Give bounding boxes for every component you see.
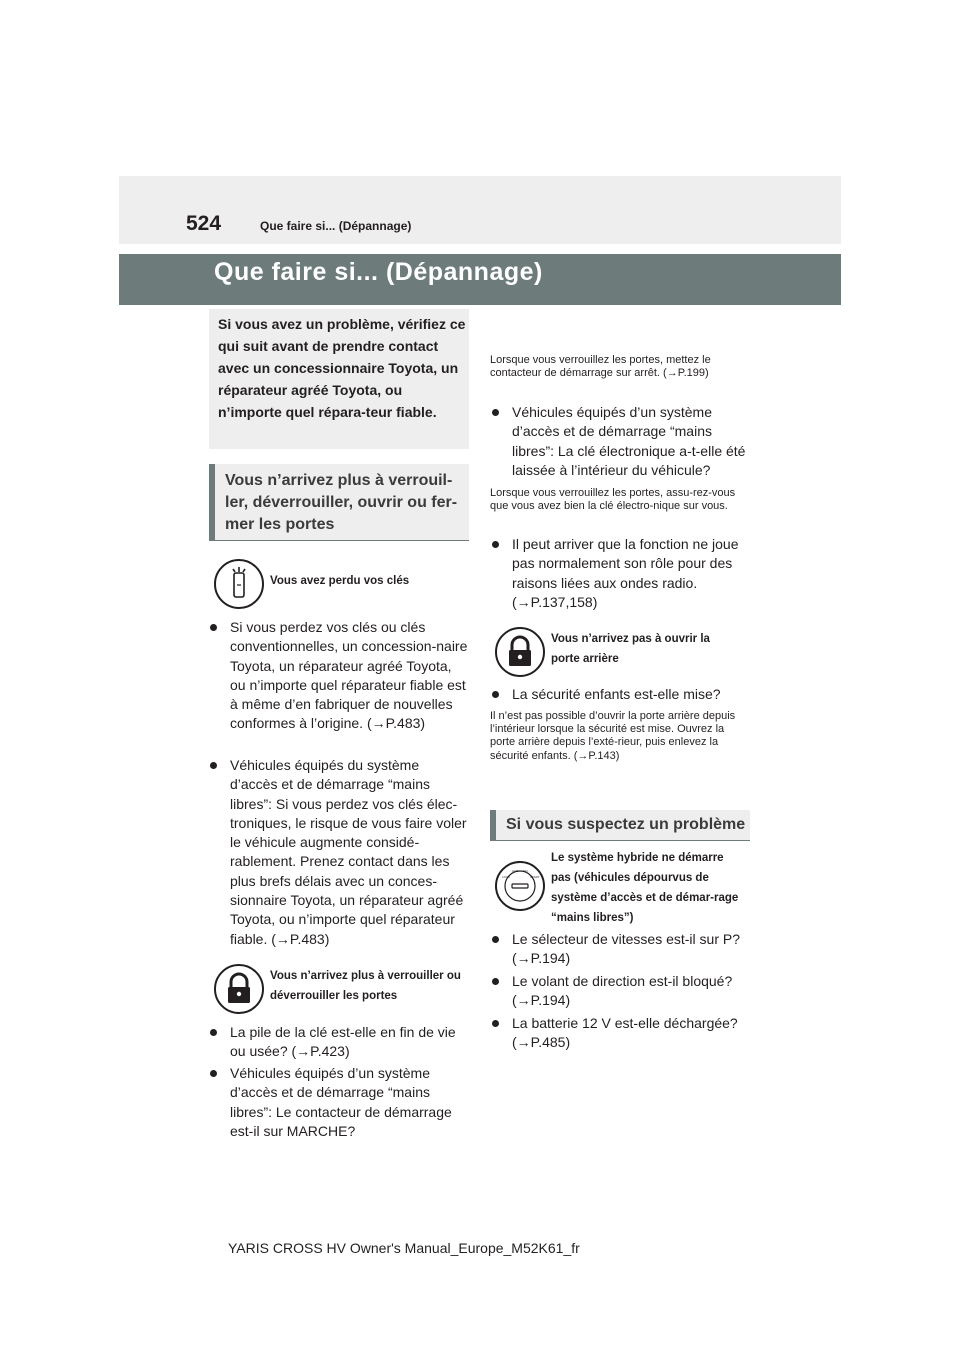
header-band — [119, 176, 841, 244]
page-title: Que faire si... (Dépannage) — [214, 258, 543, 286]
bullet-cannot-lock-2: Véhicules équipés d’un système d’accès et de démarrage “mains libres”: Le contacteur de démarrage est-il sur MARCHE? — [208, 1064, 470, 1141]
bullet-cannot-lock-3: Véhicules équipés d’un système d’accès et de démarrage “mains libres”: La clé électronique a-t-elle été laissée à l’intérieur du véhicule? — [490, 403, 752, 480]
footer: YARIS CROSS HV Owner's Manual_Europe_M52K61_fr — [228, 1240, 580, 1256]
bullet-cannot-lock-1: La pile de la clé est-elle en fin de vie ou usée? (→P.423) — [208, 1023, 470, 1062]
running-head: Que faire si... (Dépannage) — [260, 219, 412, 233]
section-lock-title: Vous n’arrivez plus à verrouil-ler, déverrouiller, ouvrir ou fer-mer les portes — [225, 472, 458, 533]
lock-icon-rear-door — [495, 627, 545, 677]
switch-label-start: START — [530, 875, 540, 879]
switch-label-on: ON — [523, 869, 528, 873]
section-problem-title: Si vous suspectez un problème — [506, 816, 746, 833]
bullet-rear-door-1: La sécurité enfants est-elle mise? — [490, 685, 752, 704]
bullet-key-lost-1: Si vous perdez vos clés ou clés conventionnelles, un concession-naire Toyota, un réparateur agréé Toyota, ou n’importe quel réparateur fiable est à même d’en fabriquer de nouvelles conformes à l’origine. (→P.483) — [208, 618, 470, 734]
note-rear-door-1: Il n’est pas possible d’ouvrir la porte arrière depuis l’intérieur lorsque la sécurité est mise. Ouvrez la porte arrière depuis l’exté-rieur, puis enlevez la sécurité enfants. (→P.143) — [490, 710, 736, 762]
bullet-hybrid-3: La batterie 12 V est-elle déchargée? (→P.485) — [490, 1014, 752, 1053]
note-cannot-lock-1: Lorsque vous verrouillez les portes, mettez le contacteur de démarrage sur arrêt. (→P.199) — [490, 354, 711, 380]
bullet-key-lost-2: Véhicules équipés du système d’accès et de démarrage “mains libres”: Si vous perdez vos clés élec-troniques, le risque de vous faire voler le véhicule augmente considé-rablement. Prenez contact dans les plus brefs délais avec un conces-sionnaire Toyota, un réparateur agréé Toyota, ou n’importe quel réparateur fiable. (→P.483) — [208, 756, 470, 949]
bullet-hybrid-2: Le volant de direction est-il bloqué? (→P.194) — [490, 972, 752, 1011]
ignition-switch-icon — [495, 861, 545, 911]
key-icon — [214, 559, 264, 609]
lock-icon — [214, 964, 264, 1014]
caption-cannot-lock: Vous n’arrivez plus à verrouiller ou déverrouiller les portes — [270, 970, 461, 1002]
section-problem-heading — [490, 810, 750, 841]
switch-label-lock: LOCK — [502, 875, 511, 879]
section-lock-heading — [209, 464, 469, 541]
page-number: 524 — [186, 212, 222, 235]
note-cannot-lock-2: Lorsque vous verrouillez les portes, assu-rez-vous que vous avez bien la clé électro-nique sur vous. — [490, 487, 736, 513]
bullet-cannot-lock-4: Il peut arriver que la fonction ne joue pas normalement son rôle pour des raisons liées aux ondes radio. (→P.137,158) — [490, 535, 752, 612]
intro-text: Si vous avez un problème, vérifiez ce qui suit avant de prendre contact avec un concessionnaire Toyota, un réparateur agréé Toyota, ou n’importe quel répara-teur fiable. — [218, 316, 466, 420]
switch-label-acc: ACC — [512, 869, 519, 873]
caption-rear-door: Vous n’arrivez pas à ouvrir la porte arrière — [551, 633, 710, 665]
caption-key-lost: Vous avez perdu vos clés — [270, 575, 410, 587]
caption-hybrid: Le système hybride ne démarre pas (véhicules dépourvus de système d’accès et de démar-rage “mains libres”) — [551, 852, 739, 924]
bullet-hybrid-1: Le sélecteur de vitesses est-il sur P? (→P.194) — [490, 930, 752, 969]
